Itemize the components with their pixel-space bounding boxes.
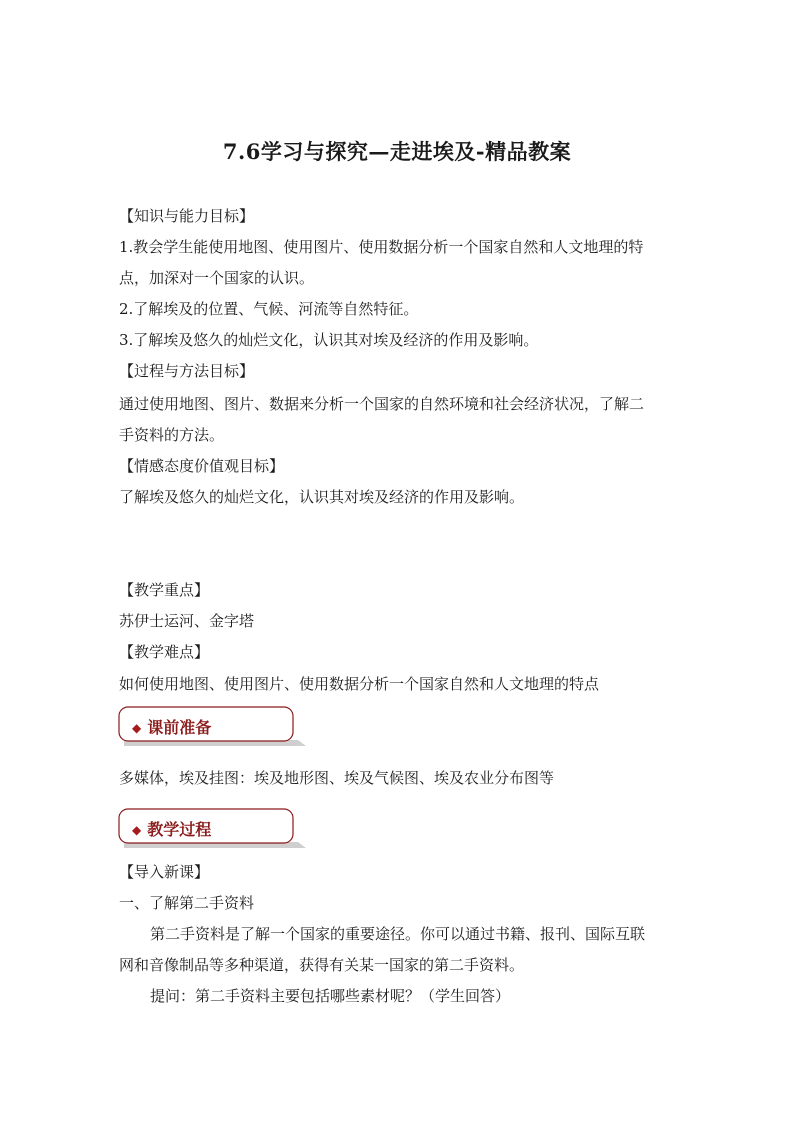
key-text: 苏伊士运河、金字塔 [119,612,255,630]
knowledge-item-1b: 点，加深对一个国家的认识。 [119,269,315,287]
part1-question: 提问：第二手资料主要包括哪些素材呢？（学生回答） [150,987,511,1005]
prep-text: 多媒体，埃及挂图：埃及地形图、埃及气候图、埃及农业分布图等 [119,769,555,787]
emotion-text: 了解埃及悠久的灿烂文化，认识其对埃及经济的作用及影响。 [119,488,525,506]
part1-text-b: 网和音像制品等多种渠道，获得有关某一国家的第二手资料。 [119,956,525,974]
process-text-b: 手资料的方法。 [119,426,225,444]
difficulty-text: 如何使用地图、使用图片、使用数据分析一个国家自然和人文地理的特点 [119,675,600,693]
process-section-box [118,808,296,846]
difficulty-heading: 【教学难点】 [119,643,210,661]
process-text-a: 通过使用地图、图片、数据来分析一个国家的自然环境和社会经济状况，了解二 [119,395,645,413]
process-heading: 【过程与方法目标】 [119,362,255,380]
part1-text-a: 第二手资料是了解一个国家的重要途径。你可以通过书籍、报刊、国际互联 [150,925,646,943]
emotion-heading: 【情感态度价值观目标】 [119,457,285,475]
intro-heading: 【导入新课】 [119,863,210,881]
process-section-label: 教学过程 [147,820,212,839]
knowledge-item-1a: 1.教会学生能使用地图、使用图片、使用数据分析一个国家自然和人文地理的特 [119,238,644,256]
diamond-icon: ◆ [132,823,142,837]
knowledge-item-2: 2.了解埃及的位置、气候、河流等自然特征。 [119,300,419,318]
diamond-icon: ◆ [132,721,142,735]
document-title: 7.6学习与探究—走进埃及-精品教案 [222,139,572,164]
part1-heading: 一、了解第二手资料 [119,894,255,912]
knowledge-heading: 【知识与能力目标】 [119,207,255,225]
key-heading: 【教学重点】 [119,581,210,599]
knowledge-item-3: 3.了解埃及悠久的灿烂文化，认识其对埃及经济的作用及影响。 [119,331,539,349]
prep-section-box [118,706,296,744]
prep-section-label: 课前准备 [147,718,212,737]
